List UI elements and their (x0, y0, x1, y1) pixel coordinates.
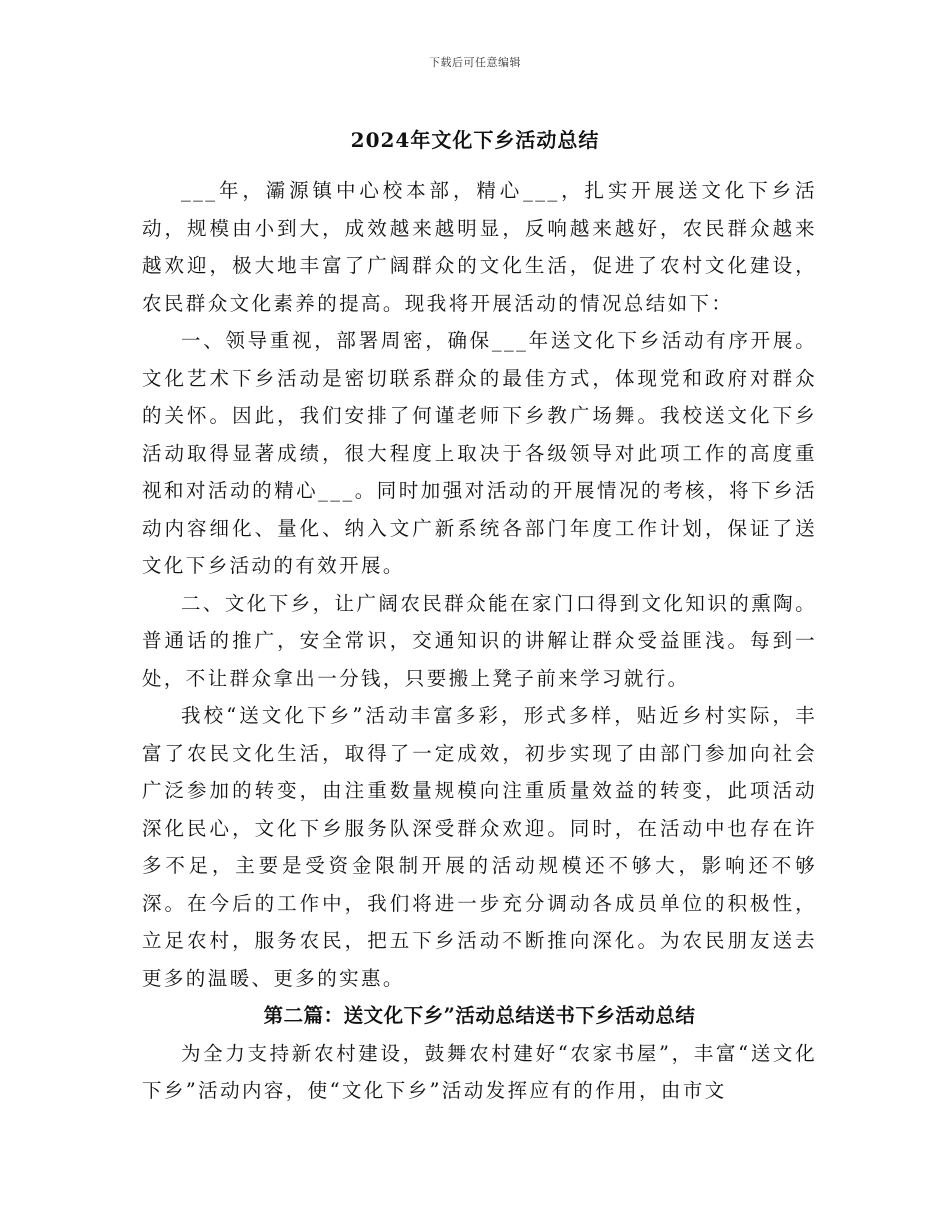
section-heading: 第二篇：送文化下乡”活动总结送书下乡活动总结 (263, 1004, 696, 1027)
body-paragraph: ___年，灞源镇中心校本部，精心___，扎实开展送文化下乡活动，规模由小到大，成效越来越明显，反响越来越好，农民群众越来越欢迎，极大地丰富了广阔群众的文化生活，促进了农村文化建设，农民群众文化素养的提高。现我将开展活动的情况总结如下： (142, 179, 817, 315)
body-paragraph: 二、文化下乡，让广阔农民群众能在家门口得到文化知识的熏陶。普通话的推广，安全常识，交通知识的讲解让群众受益匪浅。每到一处，不让群众拿出一分钱，只要搬上凳子前来学习就行。 (142, 591, 817, 690)
body-paragraph: 我校“送文化下乡”活动丰富多彩，形式多样，贴近乡村实际，丰富了农民文化生活，取得了一定成效，初步实现了由部门参加向社会广泛参加的转变，由注重数量规模向注重质量效益的转变，此项活动深化民心，文化下乡服务队深受群众欢迎。同时，在活动中也存在许多不足，主要是受资金限制开展的活动规模还不够大，影响还不够深。在今后的工作中，我们将进一步充分调动各成员单位的积极性，立足农村，服务农民，把五下乡活动不断推向深化。为农民朋友送去更多的温暖、更多的实惠。 (142, 704, 817, 990)
document-body (142, 172, 817, 1110)
document-title: 2024年文化下乡活动总结 (350, 128, 600, 152)
header-note: 下载后可任意编辑 (429, 56, 521, 69)
body-paragraph: 为全力支持新农村建设，鼓舞农村建好“农家书屋”，丰富“送文化下乡”活动内容，使“文化下乡”活动发挥应有的作用，由市文 (142, 1041, 817, 1102)
body-paragraph: 一、领导重视，部署周密，确保___年送文化下乡活动有序开展。文化艺术下乡活动是密切联系群众的最佳方式，体现党和政府对群众的关怀。因此，我们安排了何谨老师下乡教广场舞。我校送文化下乡活动取得显著成绩，很大程度上取决于各级领导对此项工作的高度重视和对活动的精心___。同时加强对活动的开展情况的考核，将下乡活动内容细化、量化、纳入文广新系统各部门年度工作计划，保证了送文化下乡活动的有效开展。 (142, 329, 817, 577)
